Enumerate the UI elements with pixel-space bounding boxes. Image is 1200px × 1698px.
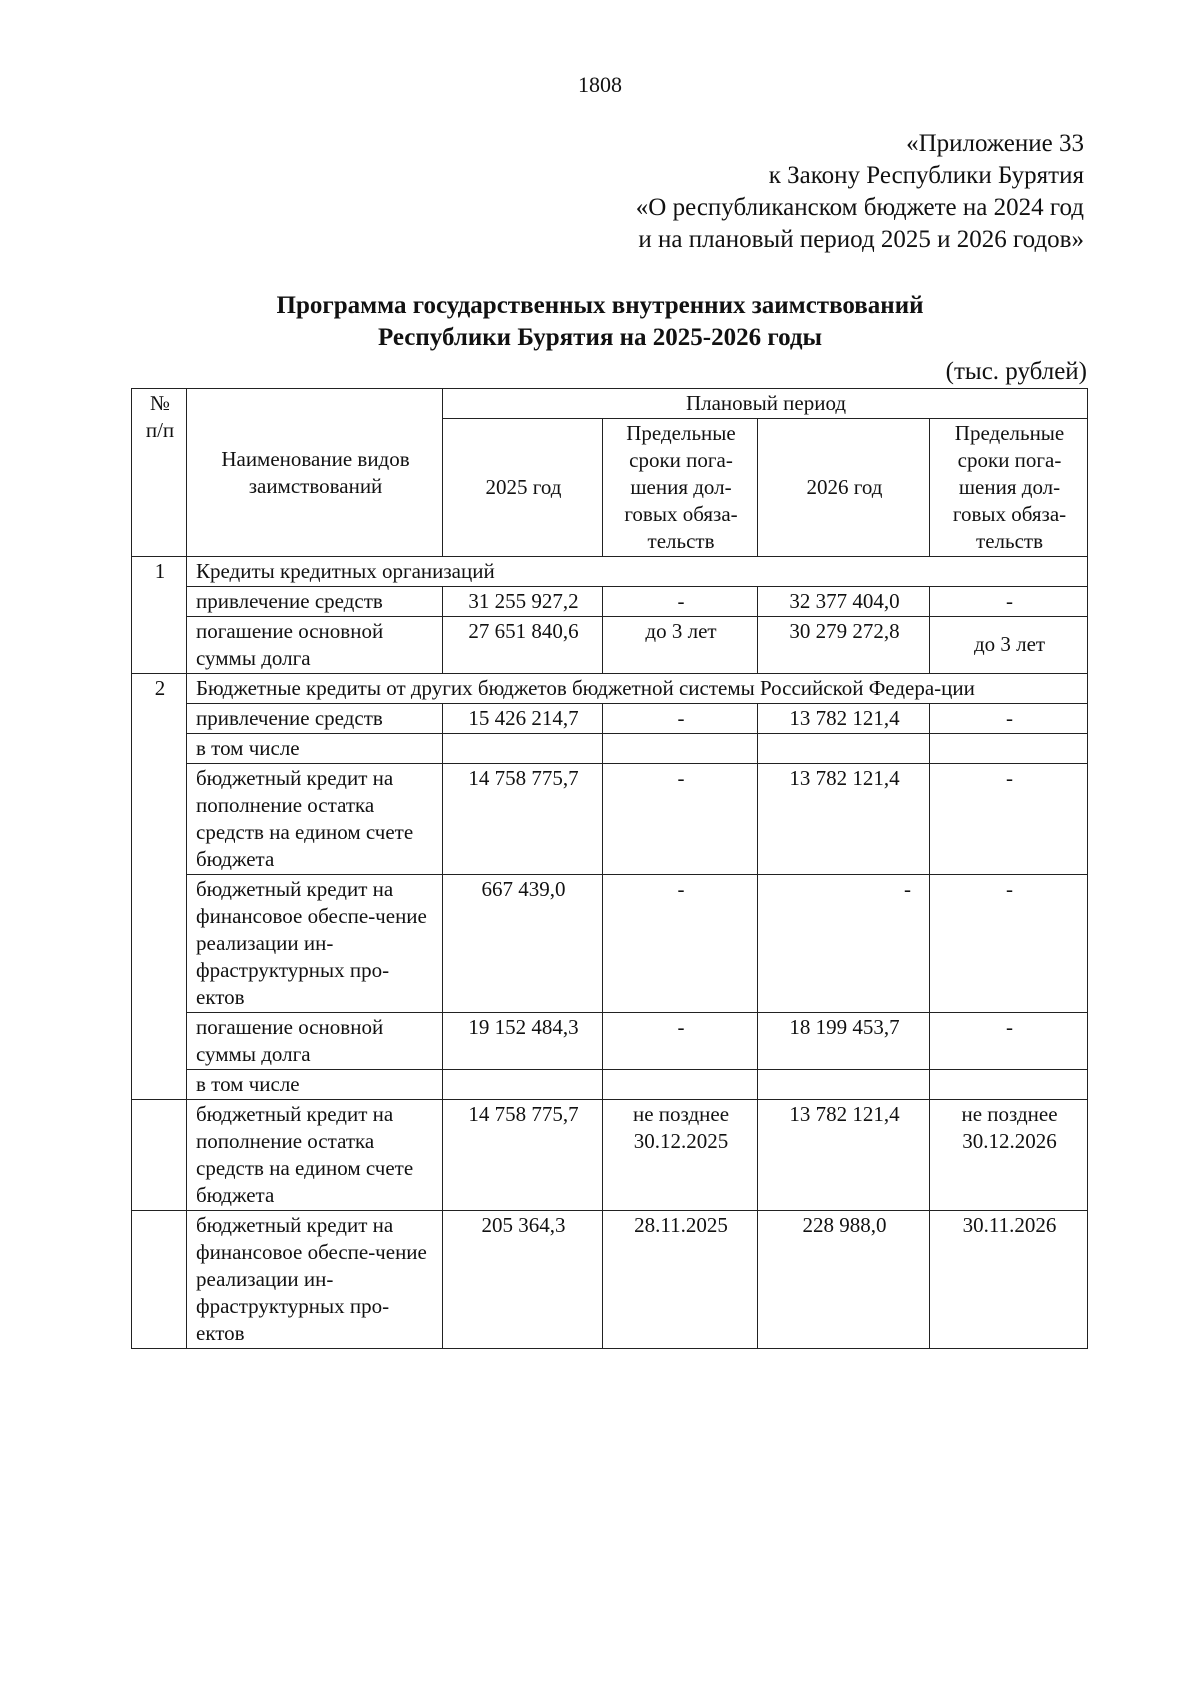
table-row [132,1100,1088,1211]
appendix-line: к Закону Республики Бурятия [768,162,1084,189]
value-2025 [443,1070,603,1100]
value-2026: - [758,875,930,1013]
term-2026: - [930,1013,1088,1070]
section-2-title: Бюджетные кредиты от других бюджетов бюджетной системы Российской Федера-ции [187,674,1088,704]
value-2025 [443,734,603,764]
table-row [132,704,1088,734]
table-row [132,1070,1088,1100]
num-blank [132,1013,187,1070]
num-blank [132,1100,187,1211]
row-name: бюджетный кредит на финансовое обеспе-чение реализации ин-фраструктурных про-ектов [187,875,443,1013]
value-2025: 15 426 214,7 [443,704,603,734]
term-2025 [603,1070,758,1100]
section-2-row [132,674,1088,704]
row-name: погашение основной суммы долга [187,617,443,674]
num-blank [132,704,187,734]
value-2026: 30 279 272,8 [758,617,930,674]
value-2026: 13 782 121,4 [758,704,930,734]
header-term-2026: Предельные сроки пога-шения дол-говых обяза-тельств [930,419,1088,557]
value-2026: 228 988,0 [758,1211,930,1349]
term-2026: - [930,587,1088,617]
term-2026: - [930,875,1088,1013]
row-name: привлечение средств [187,587,443,617]
row-name: погашение основной суммы долга [187,1013,443,1070]
term-2026: - [930,764,1088,875]
value-2026: 13 782 121,4 [758,1100,930,1211]
value-2025: 14 758 775,7 [443,764,603,875]
num-blank [132,734,187,764]
table-row [132,1013,1088,1070]
header-period: Плановый период [443,389,1088,419]
header-name: Наименование видов заимствований [187,389,443,557]
header-year-2025: 2025 год [443,419,603,557]
value-2025: 31 255 927,2 [443,587,603,617]
borrowing-program-table [131,388,1088,1349]
row-name: бюджетный кредит на пополнение остатка средств на едином счете бюджета [187,764,443,875]
value-2025: 205 364,3 [443,1211,603,1349]
header-row-1 [132,389,1088,419]
value-2025: 27 651 840,6 [443,617,603,674]
title-line-1: Программа государственных внутренних заимствований [276,292,924,319]
num-blank [132,1070,187,1100]
num-blank [132,875,187,1013]
header-year-2026: 2026 год [758,419,930,557]
title-line-2: Республики Бурятия на 2025-2026 годы [377,324,823,351]
term-2026: - [930,704,1088,734]
table-row [132,764,1088,875]
document-title [0,290,1200,354]
term-2026 [930,734,1088,764]
term-2026: 30.11.2026 [930,1211,1088,1349]
table-row [132,587,1088,617]
term-2026: до 3 лет [930,617,1088,674]
term-2025: - [603,704,758,734]
term-2025: - [603,1013,758,1070]
term-2025: до 3 лет [603,617,758,674]
value-2026 [758,1070,930,1100]
value-2026 [758,734,930,764]
term-2025: - [603,764,758,875]
value-2025: 667 439,0 [443,875,603,1013]
row-name: бюджетный кредит на финансовое обеспе-чение реализации ин-фраструктурных про-ектов [187,1211,443,1349]
table-row [132,1211,1088,1349]
value-2025: 14 758 775,7 [443,1100,603,1211]
table-row [132,617,1088,674]
appendix-reference [444,128,1084,256]
term-2025: - [603,875,758,1013]
section-1-row [132,557,1088,587]
num-blank [132,1211,187,1349]
row-name: привлечение средств [187,704,443,734]
term-2025: 28.11.2025 [603,1211,758,1349]
term-2026: не позднее 30.12.2026 [930,1100,1088,1211]
value-2026: 18 199 453,7 [758,1013,930,1070]
appendix-line: «О республиканском бюджете на 2024 год [635,194,1084,221]
row-name: в том числе [187,1070,443,1100]
appendix-line: «Приложение 33 [906,130,1084,157]
units-label: (тыс. рублей) [945,358,1087,385]
row-name: в том числе [187,734,443,764]
value-2026: 13 782 121,4 [758,764,930,875]
term-2025 [603,734,758,764]
table-row [132,734,1088,764]
row-name: бюджетный кредит на пополнение остатка средств на едином счете бюджета [187,1100,443,1211]
term-2025: - [603,587,758,617]
num-blank [132,764,187,875]
value-2025: 19 152 484,3 [443,1013,603,1070]
section-1-num: 1 [132,557,187,674]
value-2026: 32 377 404,0 [758,587,930,617]
term-2025: не позднее 30.12.2025 [603,1100,758,1211]
table-row [132,875,1088,1013]
appendix-line: и на плановый период 2025 и 2026 годов» [638,226,1084,253]
page-number: 1808 [578,72,622,97]
section-1-title: Кредиты кредитных организаций [187,557,1088,587]
term-2026 [930,1070,1088,1100]
header-num: № п/п [132,389,187,557]
section-2-num: 2 [132,674,187,704]
header-term-2025: Предельные сроки пога-шения дол-говых обяза-тельств [603,419,758,557]
